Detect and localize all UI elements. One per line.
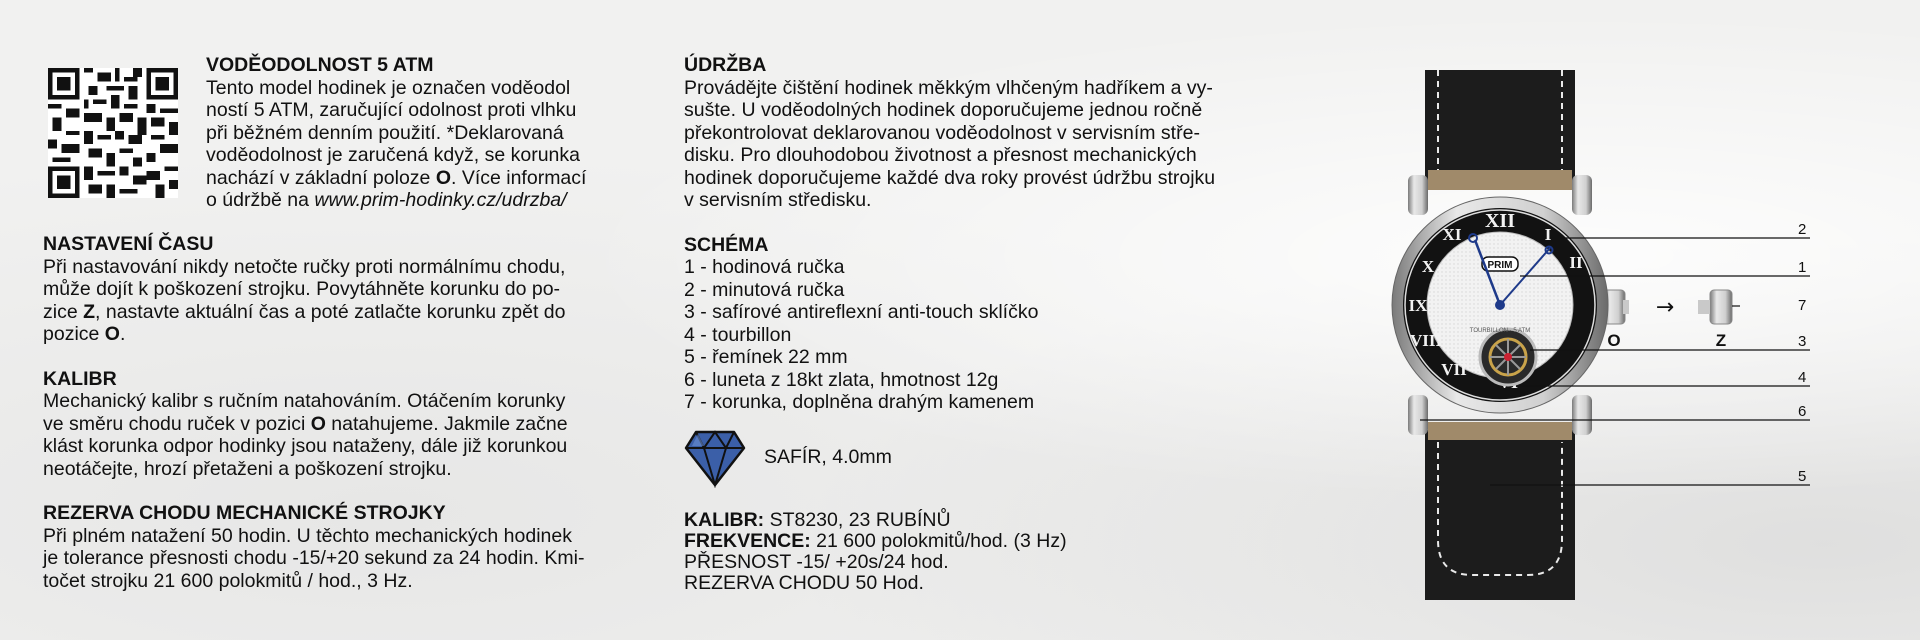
water-line: ností 5 ATM, zaručující odolnost proti vlhku bbox=[206, 99, 577, 121]
legend-num-2: 2 bbox=[1798, 221, 1807, 238]
svg-text:XII: XII bbox=[1484, 210, 1516, 232]
maintenance-line: disku. Pro dlouhodobou životnost a přesnost mechanických bbox=[684, 144, 1197, 166]
schema-item: 3 - safírové antireflexní anti-touch sklíčko bbox=[684, 301, 1039, 323]
maintenance-line: Provádějte čištění hodinek měkkým vlhčeným hadříkem a vy- bbox=[684, 76, 1213, 99]
svg-text:I: I bbox=[1544, 225, 1552, 244]
maintenance-line: v servisním středisku. bbox=[684, 189, 872, 211]
schema-item: 6 - luneta z 18kt zlata, hmotnost 12g bbox=[684, 368, 999, 391]
legend-num-5: 5 bbox=[1798, 468, 1807, 485]
svg-text:VII: VII bbox=[1441, 360, 1467, 379]
water-line: voděodolnost je zaručená když, se korunka bbox=[206, 144, 580, 166]
caliber-section bbox=[43, 368, 643, 481]
time-setting-section bbox=[43, 233, 643, 346]
brand-logo: PRIM bbox=[1487, 260, 1513, 271]
watch-diagram bbox=[1380, 70, 1830, 600]
time-line: může dojít k poškození strojku. Povytáhněte korunku do po- bbox=[43, 278, 561, 300]
water-resistance-section bbox=[206, 54, 626, 212]
caliber-line: ve směru chodu ruček v pozici O natahujeme. Jakmile začne bbox=[43, 412, 568, 435]
svg-text:X: X bbox=[1421, 257, 1435, 276]
qr-code-icon[interactable] bbox=[48, 68, 178, 198]
legend-num-3: 3 bbox=[1798, 333, 1807, 350]
water-heading: VODĚODOLNOST 5 ATM bbox=[206, 54, 434, 76]
water-line: o údržbě na www.prim-hodinky.cz/udrzba/ bbox=[206, 189, 567, 211]
schema-item: 7 - korunka, doplněna drahým kamenem bbox=[684, 391, 1035, 413]
maintenance-line: sušte. U voděodolných hodinek doporučujeme jednou ročně bbox=[684, 99, 1203, 121]
time-line: zice Z, nastavte aktuální čas a poté zatlačte korunku zpět do bbox=[43, 300, 566, 323]
position-z-label: Z bbox=[1715, 331, 1727, 350]
maintenance-link[interactable]: www.prim-hodinky.cz/udrzba/ bbox=[314, 189, 567, 211]
schema-item: 1 - hodinová ručka bbox=[684, 256, 845, 278]
arrow-icon: → bbox=[1655, 295, 1675, 320]
legend-num-1: 1 bbox=[1798, 259, 1807, 276]
diamond-icon bbox=[684, 428, 746, 488]
specs-block bbox=[684, 510, 1067, 594]
schema-item: 2 - minutová ručka bbox=[684, 278, 845, 301]
spec-reserve: REZERVA CHODU 50 Hod. bbox=[684, 572, 924, 594]
reserve-line: je tolerance přesnosti chodu -15/+20 sekund za 24 hodin. Kmi- bbox=[43, 547, 585, 569]
legend-num-7: 7 bbox=[1798, 297, 1807, 314]
svg-text:II: II bbox=[1569, 253, 1583, 272]
schema-item: 4 - tourbillon bbox=[684, 323, 792, 346]
crown-z bbox=[1710, 290, 1732, 324]
maintenance-line: překontrolovat deklarovanou voděodolnost v servisním stře- bbox=[684, 121, 1200, 144]
svg-text:VIII: VIII bbox=[1409, 331, 1443, 350]
reserve-section bbox=[43, 502, 643, 592]
strap-top bbox=[1425, 70, 1575, 185]
svg-text:XI: XI bbox=[1442, 225, 1462, 244]
position-o-label: O bbox=[1607, 331, 1621, 350]
middle-column bbox=[684, 54, 1244, 436]
spec-caliber: KALIBR: ST8230, 23 RUBÍNŮ bbox=[684, 509, 951, 531]
left-column bbox=[43, 233, 643, 614]
reserve-line: točet strojku 21 600 polokmitů / hod., 3 Hz. bbox=[43, 569, 413, 592]
sapphire-label: SAFÍR, 4.0mm bbox=[764, 446, 892, 468]
caliber-line: neotáčejte, hrozí přetaženi a poškození strojku. bbox=[43, 457, 452, 480]
reserve-heading: REZERVA CHODU MECHANICKÉ STROJKY bbox=[43, 502, 446, 524]
caliber-heading: KALIBR bbox=[43, 367, 117, 390]
schema-heading: SCHÉMA bbox=[684, 233, 769, 256]
reserve-line: Při plném natažení 50 hodin. U těchto mechanických hodinek bbox=[43, 524, 572, 547]
spec-accuracy: PŘESNOST -15/ +20s/24 hod. bbox=[684, 551, 949, 573]
svg-text:IX: IX bbox=[1408, 296, 1428, 315]
time-line: Při nastavování nikdy netočte ručky proti normálnímu chodu, bbox=[43, 255, 566, 278]
water-line: Tento model hodinek je označen voděodol bbox=[206, 76, 571, 99]
maintenance-line: hodinek doporučujeme každé dva roky provést údržbu strojku bbox=[684, 166, 1216, 189]
dial-text: TOURBILLON · 5 ATM bbox=[1469, 328, 1531, 334]
caliber-line: klást korunka odpor hodinky jsou nataženy, dále již korunkou bbox=[43, 435, 568, 457]
caliber-line: Mechanický kalibr s ručním natahováním. Otáčením korunky bbox=[43, 390, 566, 412]
maintenance-heading: ÚDRŽBA bbox=[684, 54, 767, 76]
schema-section bbox=[684, 234, 1244, 414]
schema-item: 5 - řemínek 22 mm bbox=[684, 346, 848, 368]
time-heading: NASTAVENÍ ČASU bbox=[43, 233, 214, 255]
spec-frequency: FREKVENCE: 21 600 polokmitů/hod. (3 Hz) bbox=[684, 530, 1067, 552]
water-line: při běžném denním použití. *Deklarovaná bbox=[206, 121, 564, 144]
legend-num-4: 4 bbox=[1798, 369, 1807, 386]
time-line: pozice O. bbox=[43, 323, 126, 345]
water-line: nachází v základní poloze O. Více informací bbox=[206, 166, 587, 189]
maintenance-section bbox=[684, 54, 1244, 212]
legend-num-6: 6 bbox=[1798, 403, 1807, 420]
